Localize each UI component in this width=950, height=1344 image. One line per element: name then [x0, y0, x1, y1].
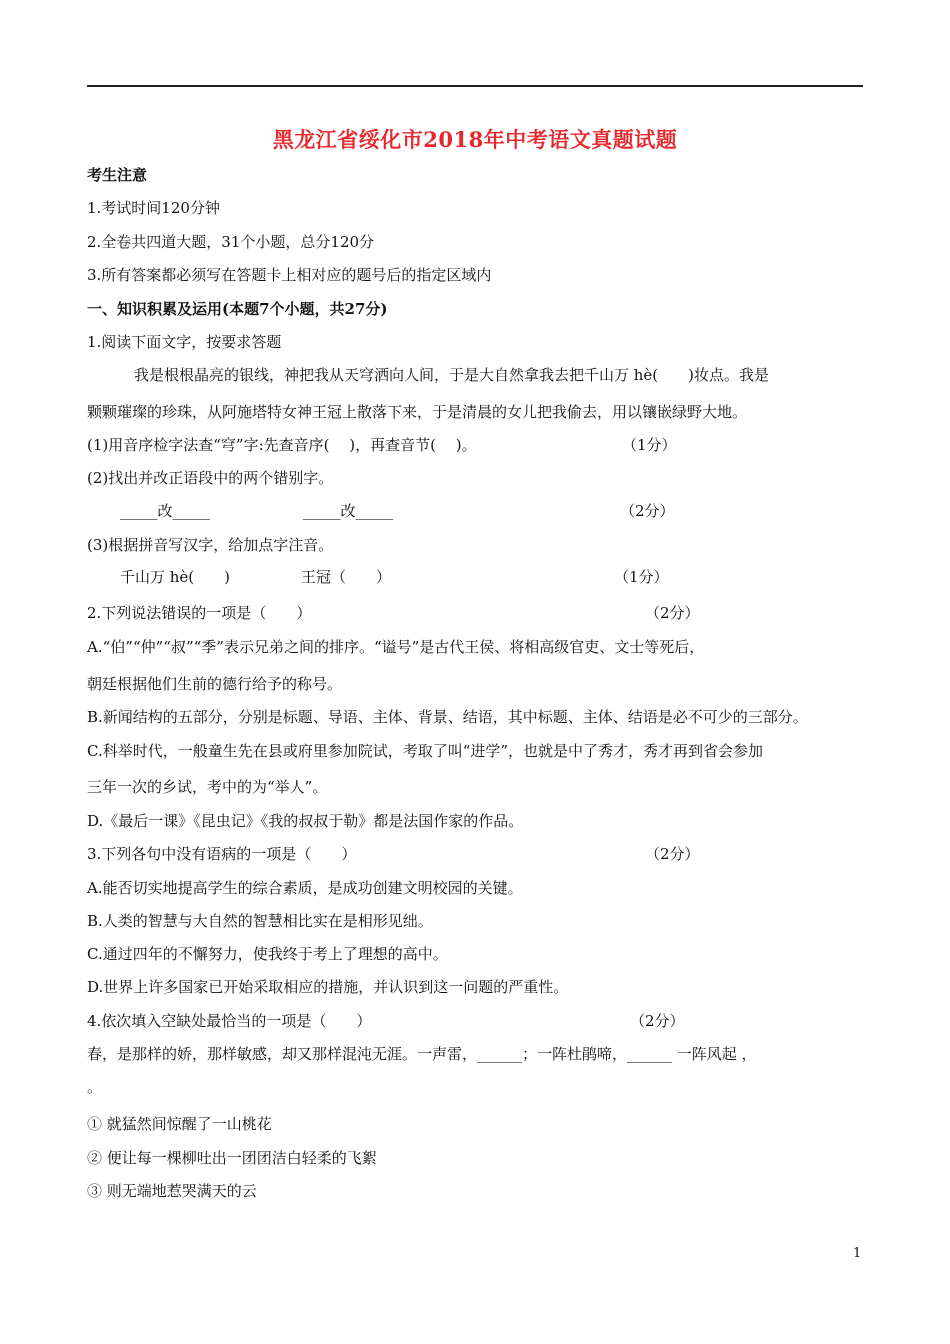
q3-option: C.通过四年的不懈努力，使我终于考上了理想的高中。 — [87, 945, 448, 963]
q2-stem: 2.下列说法错误的一项是（ ） — [87, 604, 312, 622]
q2-option: 三年一次的乡试，考中的为“举人”。 — [87, 778, 328, 796]
page-number: 1 — [853, 1246, 862, 1261]
q2-option: C.科举时代，一般童生先在县或府里参加院试，考取了叫“进学”，也就是中了秀才，秀才再到省会参加 — [87, 742, 764, 760]
notice-item: 3.所有答案都必须写在答题卡上相对应的题号后的指定区域内 — [87, 266, 492, 284]
q1-stem: 1.阅读下面文字，按要求答题 — [87, 333, 282, 351]
q1-passage-line: 我是根根晶亮的银线，神把我从天穹洒向人间，于是大自然拿我去把千山万 hè( )妆点。我是 — [134, 366, 770, 384]
q1-sub3-points: （1分） — [614, 568, 669, 586]
header-rule — [87, 85, 863, 87]
q4-option: ② 便让每一棵柳吐出一团团洁白轻柔的飞絮 — [87, 1149, 377, 1167]
q2-option: A.“伯”“仲”“叔”“季”表示兄弟之间的排序。“谥号”是古代王侯、将相高级官吏、文士等死后， — [87, 638, 705, 656]
q1-sub2-blank: _____改_____ — [303, 502, 394, 520]
q1-sub2-blank: _____改_____ — [120, 502, 211, 520]
notice-item: 2.全卷共四道大题，31个小题，总分120分 — [87, 233, 375, 251]
q2-option: 朝廷根据他们生前的德行给予的称号。 — [87, 675, 343, 693]
q1-sub2: (2)找出并改正语段中的两个错别字。 — [87, 469, 334, 487]
q3-option: B.人类的智慧与大自然的智慧相比实在是相形见绌。 — [87, 912, 433, 930]
q3-stem: 3.下列各句中没有语病的一项是（ ） — [87, 845, 357, 863]
q4-option: ③ 则无端地惹哭满天的云 — [87, 1182, 257, 1200]
q1-sub3-item: 千山万 hè( ) — [120, 568, 231, 586]
notice-heading: 考生注意 — [87, 166, 148, 184]
q4-option: ① 就猛然间惊醒了一山桃花 — [87, 1115, 272, 1133]
q4-stem: 4.依次填入空缺处最恰当的一项是（ ） — [87, 1012, 372, 1030]
q4-passage-line: 春，是那样的娇，那样敏感，却又那样混沌无涯。一声雷，______；一阵杜鹃啼，______ 一阵风起 ， — [87, 1045, 757, 1063]
q1-sub3-item: 王冠（ ） — [301, 568, 392, 586]
q3-option: A.能否切实地提高学生的综合素质，是成功创建文明校园的关键。 — [87, 879, 523, 897]
q1-sub3: (3)根据拼音写汉字，给加点字注音。 — [87, 536, 334, 554]
notice-item: 1.考试时间120分钟 — [87, 199, 220, 217]
q2-option: D.《最后一课》《昆虫记》《我的叔叔于勒》都是法国作家的作品。 — [87, 812, 524, 830]
q4-passage-line: 。 — [87, 1078, 103, 1096]
q1-sub2-points: （2分） — [620, 502, 675, 520]
q4-points: （2分） — [630, 1012, 685, 1030]
q2-points: （2分） — [645, 604, 700, 622]
page-title: 黑龙江省绥化市2018年中考语文真题试题 — [272, 127, 678, 152]
q3-option: D.世界上许多国家已开始采取相应的措施，并认识到这一问题的严重性。 — [87, 978, 569, 996]
q2-option: B.新闻结构的五部分，分别是标题、导语、主体、背景、结语，其中标题、主体、结语是必不可少的三部分。 — [87, 708, 808, 726]
section-heading: 一、知识积累及运用(本题7个小题，共27分) — [87, 300, 388, 318]
q1-sub1-points: （1分） — [622, 436, 677, 454]
q1-sub1: (1)用音序检字法查“穹”字:先查音序( )，再查音节( )。 — [87, 436, 477, 454]
q3-points: （2分） — [645, 845, 700, 863]
q1-passage-line: 颗颗璀璨的珍珠，从阿施塔特女神王冠上散落下来，于是清晨的女儿把我偷去，用以镶嵌绿野大地。 — [87, 403, 748, 421]
